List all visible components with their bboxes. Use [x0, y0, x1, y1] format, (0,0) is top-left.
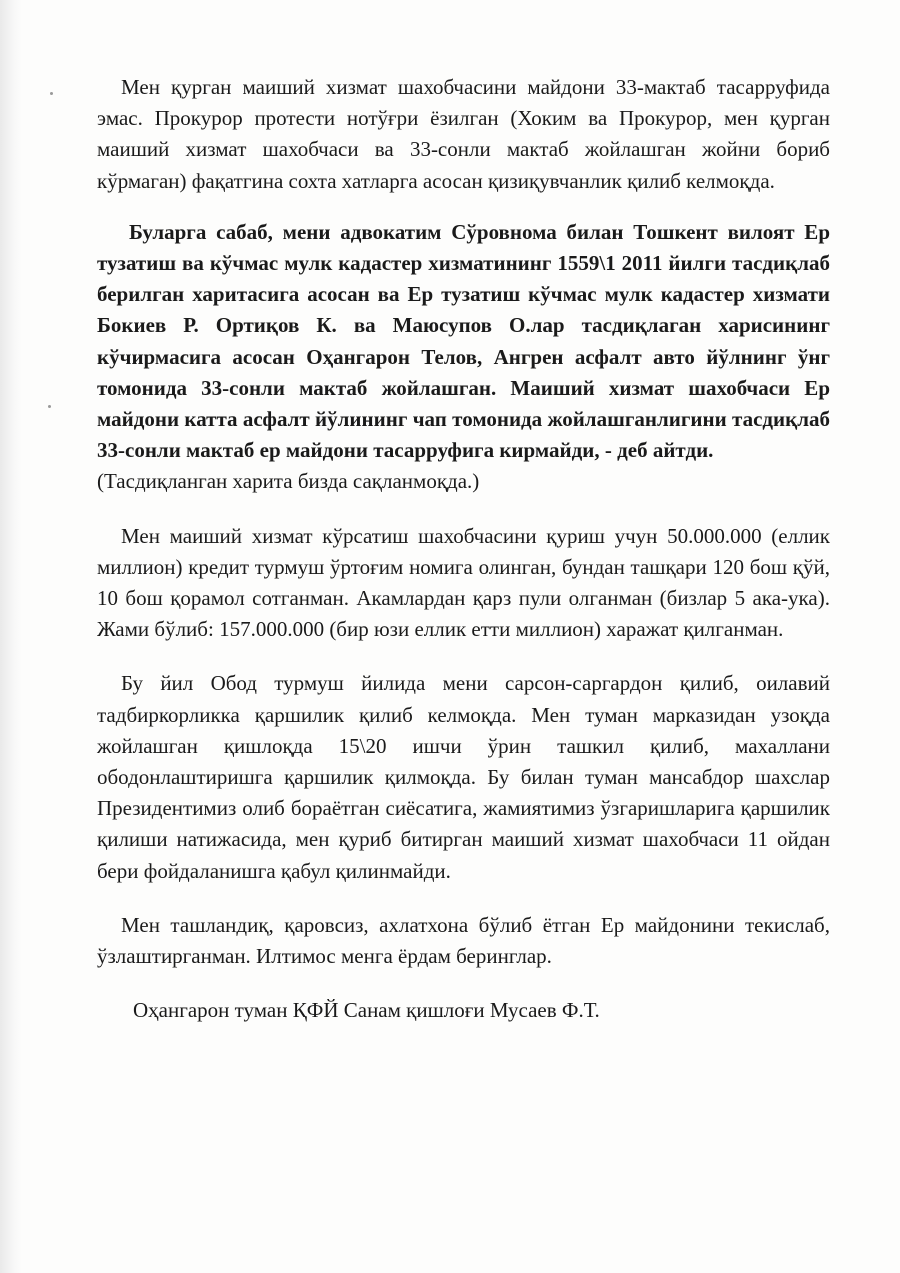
letter-body: [97, 72, 830, 1026]
paragraph-obstruction: Бу йил Обод турмуш йилида мени сарсон-саргардон қилиб, оилавий тадбиркорликка қаршилик қилиб келмоқда. Мен туман марказидан узоқда жойлашган қишлоқда 15\20 ишчи ўрин ташкил қилиб, махаллани ободонлаштиришга қаршилик қилмоқда. Бу билан туман мансабдор шахслар Президентимиз олиб бораётган сиёсатига, жамиятимиз ўзгаришларига қаршилик қилиши натижасида, мен қуриб битирган маиший хизмат шахобчаси 11 ойдан бери фойдаланишга қабул қилинмайди.: [97, 671, 830, 883]
scan-speck: [50, 92, 53, 95]
scan-speck: [48, 405, 51, 408]
signature-line: Оҳангарон туман ҚФЙ Санам қишлоғи Мусаев Ф.Т.: [133, 998, 600, 1023]
paragraph-intro: Мен қурган маиший хизмат шахобчасини майдони 33-мактаб тасарруфида эмас. Прокурор протести нотўғри ёзилган (Хоким ва Прокурор, мен қурган маиший хизмат шахобчаси ва 33-сонли мактаб жойлашган жойни бориб кўрмаган) фақатгина сохта хатларга асосан қизиқувчанлик қилиб келмоқда.: [97, 75, 830, 193]
paragraph-request: Мен ташландиқ, қаровсиз, ахлатхона бўлиб ётган Ер майдонини текислаб, ўзлаштирганман. Илтимос менга ёрдам беринглар.: [97, 912, 830, 969]
paragraph-map-note: (Тасдиқланган харита бизда сақланмоқда.): [97, 469, 480, 494]
paragraph-reason: Буларга сабаб, мени адвокатим Сўровнома билан Тошкент вилоят Ер тузатиш ва кўчмас мулк кадастер хизматининг 1559\1 2011 йилги тасдиқлаб берилган харитасига асосан ва Ер тузатиш кўчмас мулк кадастер хизмати Бокиев Р. Ортиқов К. ва Маюсупов О.лар тасдиқлаган харисининг кўчирмасига асосан Оҳангарон Телов, Ангрен асфалт авто йўлнинг ўнг томонида 33-сонли мактаб жойлашган. Маиший хизмат шахобчаси Ер майдони катта асфалт йўлининг чап томонида жойлашганлигини тасдиқлаб 33-сонли мактаб ер майдони тасарруфига кирмайди, - деб айтди.: [97, 219, 830, 463]
paragraph-expenses: Мен маиший хизмат кўрсатиш шахобчасини қуриш учун 50.000.000 (еллик миллион) кредит турмуш ўртоғим номига олинган, бундан ташқари 120 бош қўй, 10 бош қорамол сотганман. Акамлардан қарз пули олганман (бизлар 5 ака-ука). Жами бўлиб: 157.000.000 (бир юзи еллик етти миллион) харажат қилганман.: [97, 523, 830, 642]
scan-edge-shadow: [0, 0, 22, 1273]
